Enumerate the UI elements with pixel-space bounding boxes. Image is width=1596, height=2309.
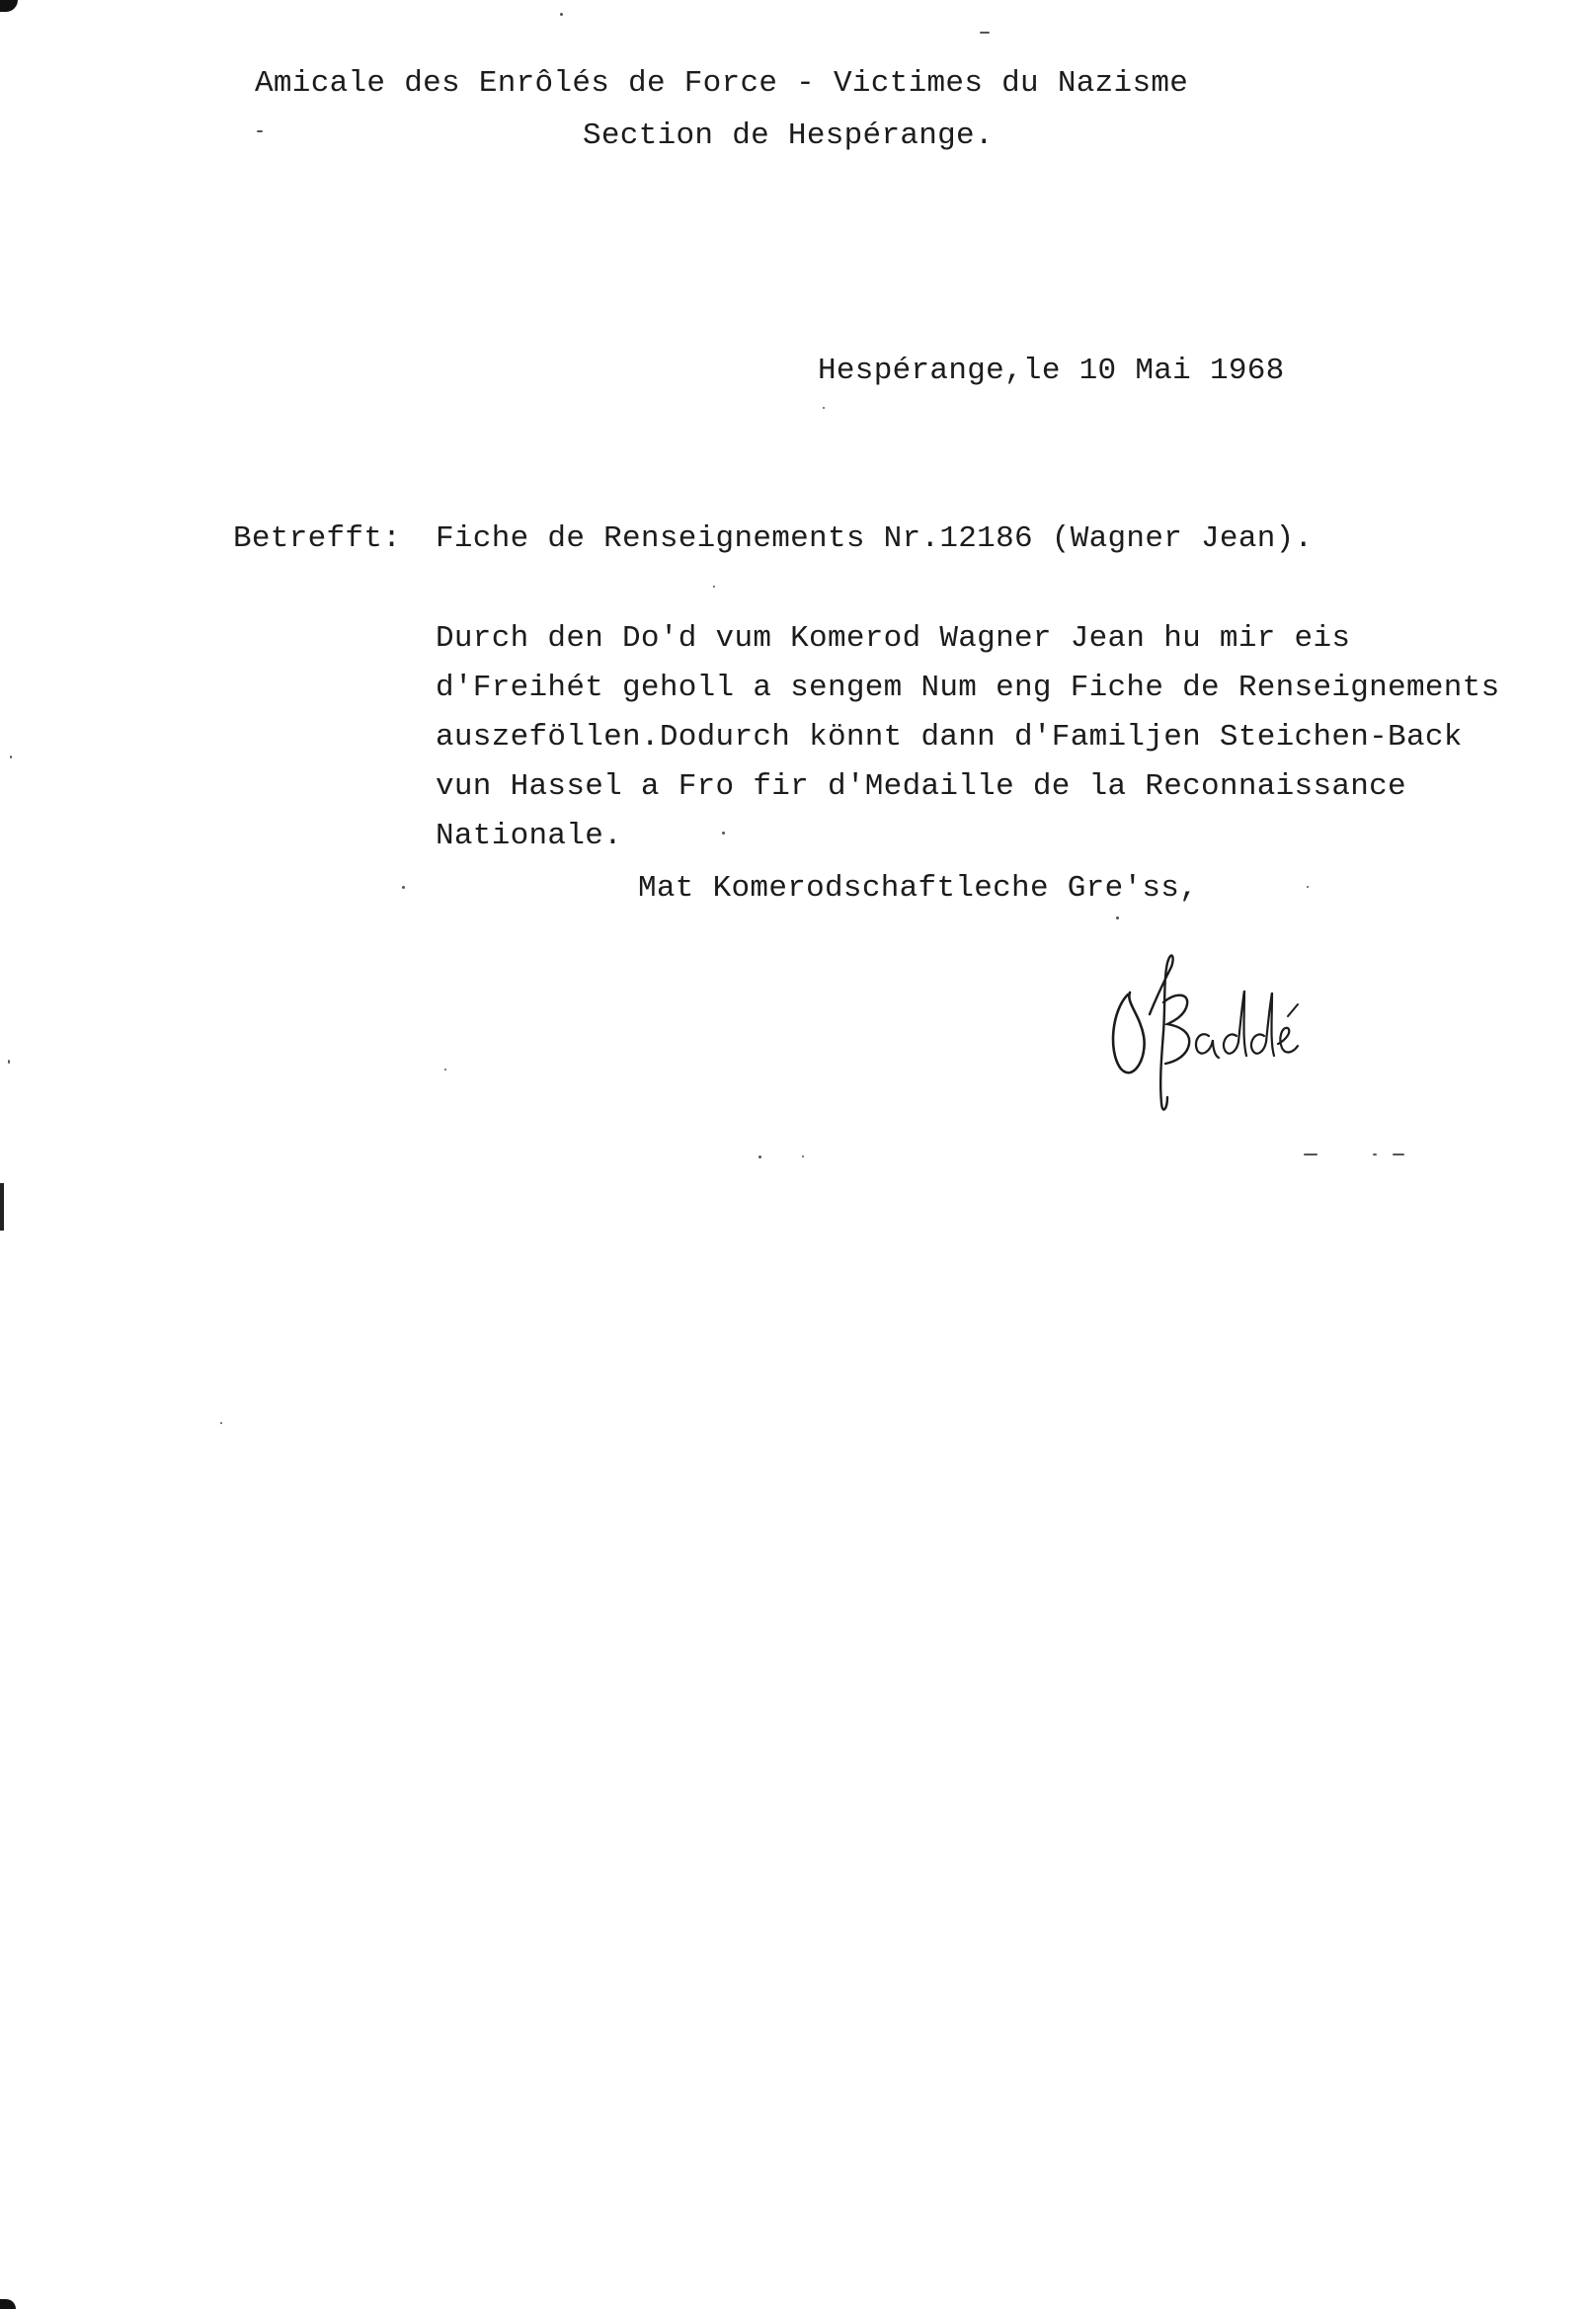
subject-label: Betrefft: <box>233 521 402 556</box>
scan-corner-mark <box>0 0 18 12</box>
scan-speck <box>713 586 715 588</box>
scan-speck <box>1393 1154 1404 1155</box>
scan-speck <box>220 1422 222 1424</box>
closing: Mat Komerodschaftleche Gre'ss, <box>638 871 1199 906</box>
scan-speck <box>1116 916 1119 919</box>
scan-speck <box>257 130 263 132</box>
scan-speck <box>1307 886 1309 888</box>
letterhead-section: Section de Hespérange. <box>583 119 994 153</box>
handwritten-signature <box>1106 933 1343 1126</box>
scan-speck <box>823 407 825 409</box>
scan-speck <box>1304 1154 1317 1155</box>
scan-speck <box>402 886 405 889</box>
scan-corner-mark <box>0 2299 16 2309</box>
scan-speck <box>802 1155 804 1157</box>
body-line: Durch den Do'd vum Komerod Wagner Jean hu mir eis <box>436 621 1351 656</box>
body-line: auszeföllen.Dodurch könnt dann d'Familjen Steichen-Back <box>436 720 1463 755</box>
body-line: d'Freihét geholl a sengem Num eng Fiche de Renseignements <box>436 671 1500 705</box>
letterhead-organization: Amicale des Enrôlés de Force - Victimes du Nazisme <box>255 66 1189 101</box>
scan-edge-mark <box>0 1183 4 1231</box>
subject-text: Fiche de Renseignements Nr.12186 (Wagner Jean). <box>436 521 1314 556</box>
scan-speck <box>722 832 725 835</box>
scan-speck <box>560 13 563 16</box>
dateline: Hespérange,le 10 Mai 1968 <box>818 354 1285 388</box>
scan-speck <box>1373 1154 1377 1155</box>
body-line: vun Hassel a Fro fir d'Medaille de la Reconnaissance <box>436 769 1406 804</box>
scan-speck <box>10 756 12 758</box>
scan-speck <box>758 1155 761 1158</box>
scan-speck <box>8 1060 10 1064</box>
body-line: Nationale. <box>436 819 623 853</box>
scan-speck <box>980 32 990 34</box>
scan-speck <box>444 1069 446 1071</box>
